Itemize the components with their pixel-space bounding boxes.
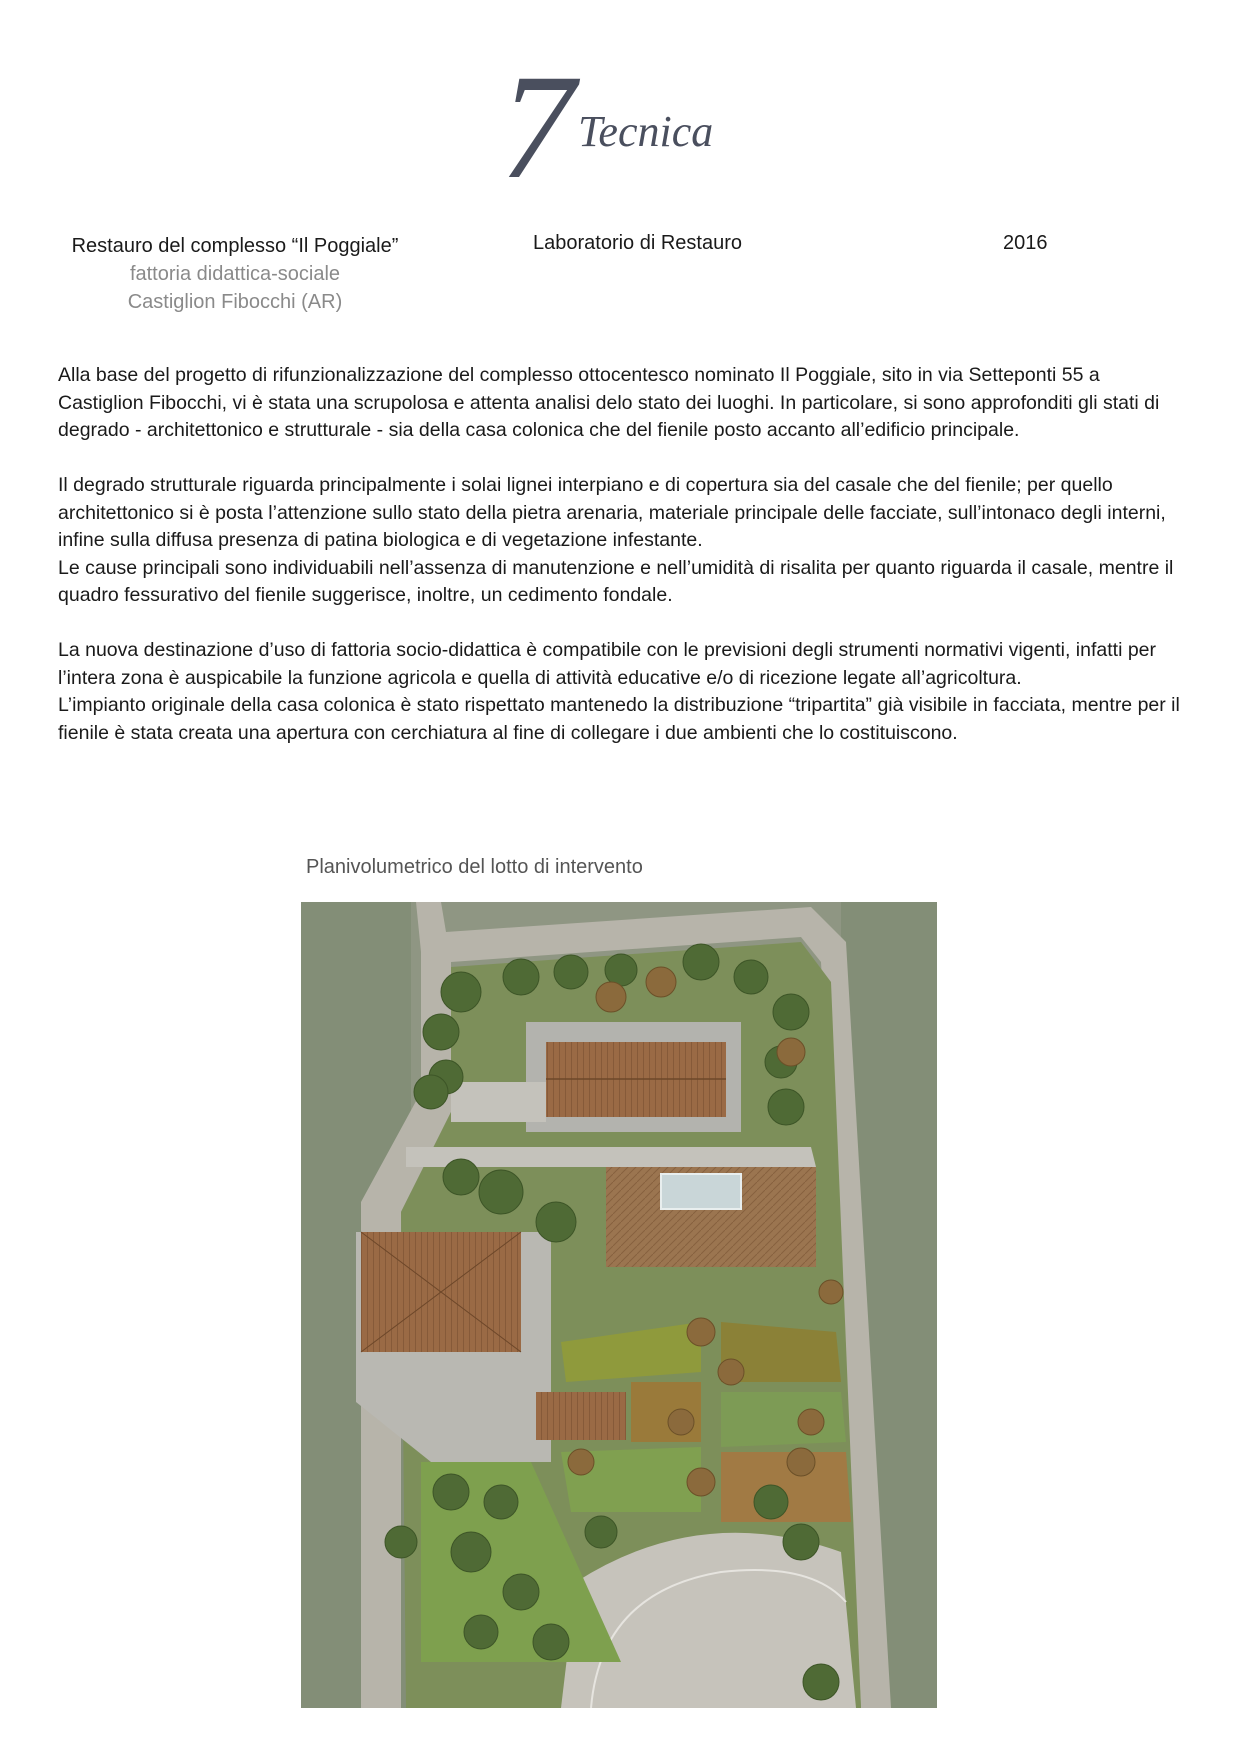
course-name: Laboratorio di Restauro: [533, 232, 743, 254]
paragraph-1: Alla base del progetto di rifunzionalizzazione del complesso ottocentesco nominato Il Poggiale, sito in via Setteponti 55 a Castiglion Fibocchi, vi è stata una scrupolosa e attenta analisi delo stato dei luoghi. In particolare, si sono approfonditi gli stati di degrado - architettonico e strutturale - sia della casa colonica che del fienile posto accanto all’edificio principale.: [58, 364, 1160, 441]
figure-caption: Planivolumetrico del lotto di intervento: [306, 856, 643, 878]
project-year: 2016: [1003, 232, 1048, 254]
body-text: [58, 362, 1188, 775]
project-type: fattoria didattica-sociale: [129, 263, 341, 285]
site-plan-image: [301, 902, 937, 1708]
chapter-number: 7: [500, 44, 575, 210]
project-location: Castiglion Fibocchi (AR): [127, 291, 343, 313]
paragraph-2: Il degrado strutturale riguarda principalmente i solai lignei interpiano e di copertura sia del casale che del fienile; per quello architettonico si è posta l’attenzione sullo stato della pietra arenaria, materiale principale delle facciate, sull’intonaco degli interni, infine sulla diffusa presenza di patina biologica e di vegetazione infestante. Le cause principali sono individuabili nell’assenza di manutenzione e nell’umidità di risalita per quanto riguarda il casale, mentre il quadro fessurativo del fienile suggerisce, inoltre, un cedimento fondale.: [58, 474, 1174, 606]
chapter-heading: [500, 44, 800, 210]
project-info: [50, 232, 420, 316]
chapter-title: Tecnica: [578, 107, 714, 156]
project-name: Restauro del complesso “Il Poggiale”: [71, 235, 399, 257]
paragraph-3: La nuova destinazione d’uso di fattoria socio-didattica è compatibile con le previsioni degli strumenti normativi vigenti, infatti per l’intera zona è auspicabile la funzione agricola e quella di attività educative e/o di ricezione legate all’agricoltura. L’impianto originale della casa colonica è stato rispettato mantenedo la distribuzione “tripartita” già visibile in facciata, mentre per il fienile è stata creata una apertura con cerchiatura al fine di collegare i due ambienti che lo costituiscono.: [58, 639, 1180, 744]
